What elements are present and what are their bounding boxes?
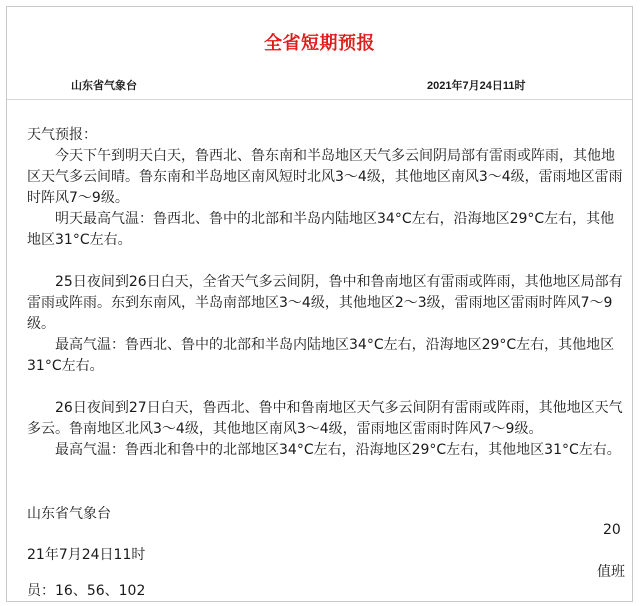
page-title: 全省短期预报: [264, 33, 375, 54]
issue-time: 2021年7月24日11时: [427, 80, 526, 92]
footer-duty-fragment: 值班: [597, 564, 625, 580]
header-divider: [7, 99, 632, 100]
footer-staff: 员：16、56、102: [27, 583, 146, 599]
forecast-paragraph-temp-day27: 最高气温：鲁西北和鲁中的北部地区34°C左右，沿海地区29°C左右，其他地区31°C左右。: [55, 442, 621, 458]
forecast-paragraph-day26: 25日夜间到26日白天，全省天气多云间阴，鲁中和鲁南地区有雷雨或阵雨，其他地区局部有雷雨或阵雨。东到东南风，半岛南部地区3～4级，其他地区2～3级，雷雨地区雷雨时阵风7～9级。: [27, 274, 623, 332]
footer-org: 山东省气象台: [27, 506, 111, 522]
forecast-paragraph-day27: 26日夜间到27日白天，鲁西北、鲁中和鲁南地区天气多云间阴有雷雨或阵雨，其他地区天气多云。鲁南地区北风3～4级，其他地区南风3～4级，雷雨地区雷雨时阵风7～9级。: [27, 400, 623, 437]
forecast-label: 天气预报：: [27, 127, 97, 143]
forecast-paragraph-temp-day26: 最高气温：鲁西北、鲁中的北部和半岛内陆地区34°C左右，沿海地区29°C左右，其他地区31°C左右。: [27, 337, 615, 374]
issuer: 山东省气象台: [71, 80, 137, 92]
footer-date: 21年7月24日11时: [27, 547, 146, 563]
forecast-paragraph-today: 今天下午到明天白天，鲁西北、鲁东南和半岛地区天气多云间阴局部有雷雨或阵雨，其他地区天气多云间晴。鲁东南和半岛地区南风短时北风3～4级，其他地区南风3～4级，雷雨地区雷雨时阵风7～9级。: [27, 148, 623, 206]
forecast-document: [6, 6, 633, 602]
forecast-body: [27, 125, 627, 461]
footer-year-fragment: 20: [603, 522, 621, 538]
forecast-paragraph-temp-tomorrow: 明天最高气温：鲁西北、鲁中的北部和半岛内陆地区34°C左右，沿海地区29°C左右，其他地区31°C左右。: [27, 211, 615, 248]
